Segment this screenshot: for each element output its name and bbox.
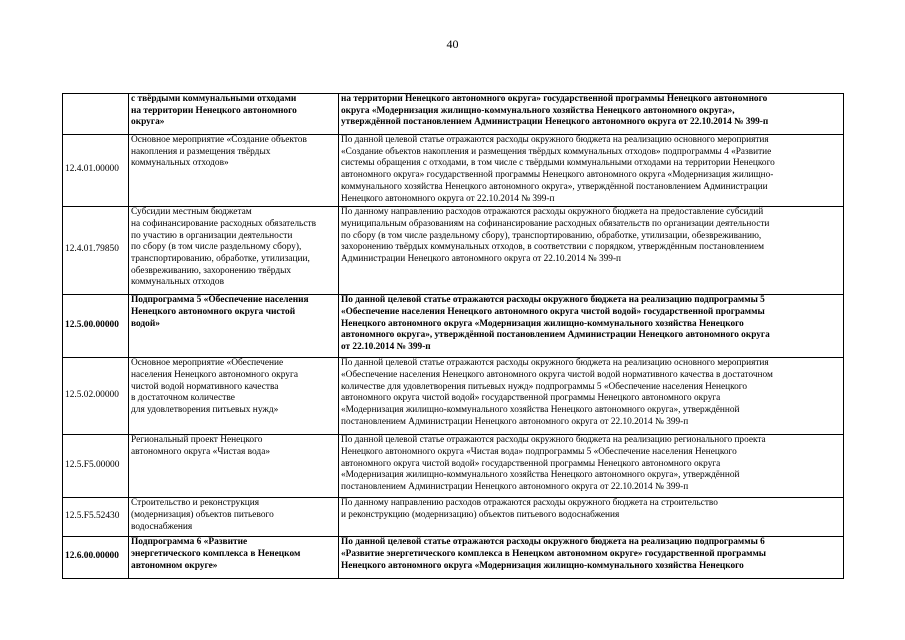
table-row (63, 135, 844, 207)
table-row (63, 498, 844, 537)
article-description: По данной целевой статье отражаются расходы окружного бюджета на реализацию основного мероприятия «Создание объектов накопления и размещения твёрдых коммунальных отходов» подпрограммы 4 «Развитие системы обращения с отходами, в том числе с твёрдыми коммунальными отходами на территории Ненецкого автономного округа» государственной программы Ненецкого автономного округа «Модернизация жилищно- коммунального хозяйства Ненецкого автономного округа», утверждённой постановлением Администрации Ненецкого автономного округа от 22.10.2014 № 399-п (339, 135, 844, 207)
article-name: Субсидии местным бюджетам на софинансирование расходных обязательств по участию в организации деятельности по сбору (в том числе раздельному сбору), транспортированию, обработке, утилизации, обезвреживанию, захоронению твёрдых коммунальных отходов (129, 207, 339, 295)
article-name: Основное мероприятие «Обеспечение населения Ненецкого автономного округа чистой водой нормативного качества в достаточном количестве для удовлетворения питьевых нужд» (129, 358, 339, 435)
budget-classification-table (62, 93, 844, 579)
article-name: с твёрдыми коммунальными отходами на территории Ненецкого автономного округа» (129, 94, 339, 135)
table-row (63, 207, 844, 295)
article-name: Основное мероприятие «Создание объектов накопления и размещения твёрдых коммунальных отходов» (129, 135, 339, 207)
target-article-code (63, 94, 129, 135)
article-description: По данной целевой статье отражаются расходы окружного бюджета на реализацию регионального проекта Ненецкого автономного округа «Чистая вода» подпрограммы 5 «Обеспечение населения Ненецкого автономного округа чистой водой» государственной программы Ненецкого автономного округа «Модернизация жилищно-коммунального хозяйства Ненецкого автономного округа», утверждённой постановлением Администрации Ненецкого автономного округа от 22.10.2014 № 399-п (339, 435, 844, 498)
table-row (63, 435, 844, 498)
article-name: Региональный проект Ненецкого автономного округа «Чистая вода» (129, 435, 339, 498)
article-description: По данной целевой статье отражаются расходы окружного бюджета на реализацию подпрограммы 5 «Обеспечение населения Ненецкого автономного округа чистой водой» государственной программы Ненецкого автономного округа «Модернизация жилищно-коммунального хозяйства Ненецкого автономного округа», утверждённой постановлением Администрации Ненецкого автономного округа от 22.10.2014 № 399-п (339, 295, 844, 358)
article-description: По данной целевой статье отражаются расходы окружного бюджета на реализацию подпрограммы 6 «Развитие энергетического комплекса в Ненецком автономном округе» государственной программы Ненецкого автономного округа «Модернизация жилищно-коммунального хозяйства Ненецкого (339, 537, 844, 579)
target-article-code: 12.4.01.00000 (63, 135, 129, 207)
table-row (63, 537, 844, 579)
table-row (63, 94, 844, 135)
article-description: По данному направлению расходов отражаются расходы окружного бюджета на предоставление субсидий муниципальным образованиям на софинансирование расходных обязательств по организации деятельности по сбору (в том числе раздельному сбору), транспортированию, обработке, утилизации, обезвреживанию, захоронению твёрдых коммунальных отходов, в соответствии с порядком, утверждённым постановлением Администрации Ненецкого автономного округа от 22.10.2014 № 399-п (339, 207, 844, 295)
article-name: Подпрограмма 5 «Обеспечение населения Ненецкого автономного округа чистой водой» (129, 295, 339, 358)
target-article-code: 12.5.02.00000 (63, 358, 129, 435)
target-article-code: 12.5.F5.52430 (63, 498, 129, 537)
article-description: По данной целевой статье отражаются расходы окружного бюджета на реализацию основного мероприятия «Обеспечение населения Ненецкого автономного округа чистой водой нормативного качества в достаточном количестве для удовлетворения питьевых нужд» подпрограммы 5 «Обеспечение населения Ненецкого автономного округа чистой водой» государственной программы Ненецкого автономного округа «Модернизация жилищно-коммунального хозяйства Ненецкого автономного округа», утверждённой постановлением Администрации Ненецкого автономного округа от 22.10.2014 № 399-п (339, 358, 844, 435)
page-number: 40 (446, 37, 459, 51)
table-row (63, 295, 844, 358)
target-article-code: 12.5.F5.00000 (63, 435, 129, 498)
article-name: Подпрограмма 6 «Развитие энергетического комплекса в Ненецком автономном округе» (129, 537, 339, 579)
target-article-code: 12.6.00.00000 (63, 537, 129, 579)
article-description: По данному направлению расходов отражаются расходы окружного бюджета на строительство и реконструкцию (модернизацию) объектов питьевого водоснабжения (339, 498, 844, 537)
target-article-code: 12.4.01.79850 (63, 207, 129, 295)
target-article-code: 12.5.00.00000 (63, 295, 129, 358)
article-description: на территории Ненецкого автономного округа» государственной программы Ненецкого автономного округа «Модернизация жилищно-коммунального хозяйства Ненецкого автономного округа», утверждённой постановлением Администрации Ненецкого автономного округа от 22.10.2014 № 399-п (339, 94, 844, 135)
article-name: Строительство и реконструкция (модернизация) объектов питьевого водоснабжения (129, 498, 339, 537)
table-row (63, 358, 844, 435)
